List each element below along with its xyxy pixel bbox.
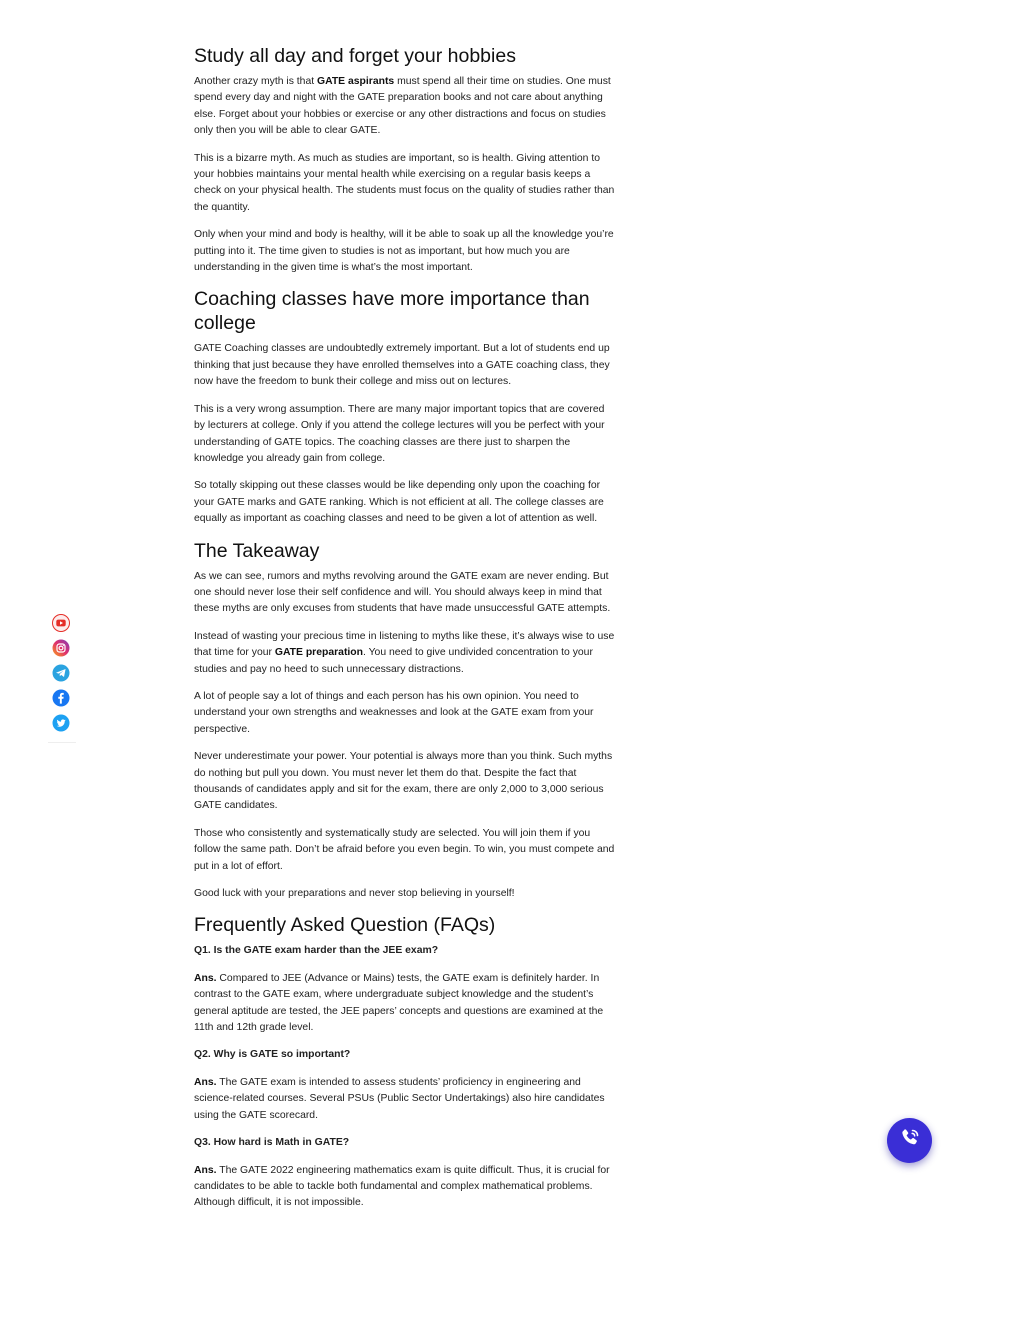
paragraph: So totally skipping out these classes would be like depending only upon the coaching for your GATE marks and GATE ranking. Which is not efficient at all. The college classes are equally as important as coaching classes and need to be given a lot of attention as well.: [194, 480, 604, 525]
call-button[interactable]: [887, 1118, 932, 1163]
social-divider: [48, 742, 76, 743]
section-heading: Coaching classes have more importance than college: [194, 288, 590, 335]
faq-answer: Ans. Compared to JEE (Advance or Mains) tests, the GATE exam is definitely harder. In contrast to the GATE exam, where undergraduate subject knowledge and the student’s general aptitude are tested, the JEE papers’ concepts and questions are examined at the 11th and 12th grade level.: [194, 972, 604, 1034]
paragraph: This is a bizarre myth. As much as studies are important, so is health. Giving attention to your hobbies maintains your mental health while exercising on a regular basis keeps a check on your physical health. The students must focus on the quality of studies rather than the quantity.: [194, 152, 615, 213]
twitter-icon[interactable]: [52, 714, 70, 732]
faq-question: Q3. How hard is Math in GATE?: [194, 1137, 350, 1149]
paragraph: Only when your mind and body is healthy, will it be able to soak up all the knowledge you’re putting into it. The time given to studies is not as important, but how much you are understanding in the given time is what’s the most important.: [194, 229, 614, 274]
section-takeaway: [194, 539, 616, 903]
section-heading: The Takeaway: [194, 539, 320, 562]
telegram-icon[interactable]: [52, 664, 70, 682]
gate-aspirants-link[interactable]: GATE aspirants: [317, 76, 395, 87]
instagram-icon[interactable]: [52, 639, 70, 657]
paragraph: As we can see, rumors and myths revolving around the GATE exam are never ending. But one should never lose their self confidence and will. You should always keep in mind that these myths are only excuses from students that have made unsuccessful GATE attempts.: [194, 570, 611, 615]
article-body: [194, 44, 616, 1223]
section-heading: Study all day and forget your hobbies: [194, 45, 516, 67]
paragraph: Instead of wasting your precious time in listening to myths like these, it’s always wise to use that time for your GATE preparation. You need to give undivided concentration to your studies and pay no heed to such unnecessary distractions.: [194, 630, 615, 675]
faq-question: Q2. Why is GATE so important?: [194, 1049, 351, 1061]
paragraph: Another crazy myth is that GATE aspirants must spend all their time on studies. One must spend every day and night with the GATE preparation books and not care about anything else. Forget about your hobbies or exercise or any other distractions and focus on studies only then you will be able to clear GATE.: [194, 76, 611, 137]
facebook-icon[interactable]: [52, 689, 70, 707]
gate-preparation-link[interactable]: GATE preparation: [274, 647, 363, 659]
youtube-icon[interactable]: [52, 614, 70, 632]
faq-answer: Ans. The GATE exam is intended to assess students’ proficiency in engineering and science-related courses. Several PSUs (Public Sector Undertakings) also hire candidates using the GATE scorecard.: [194, 1076, 605, 1121]
paragraph: This is a very wrong assumption. There are many major important topics that are covered by lecturers at college. Only if you attend the college lectures will you be perfect with your understanding of GATE topics. The coaching classes are there just to sharpen the knowledge you already gain from college.: [194, 403, 605, 464]
section-heading: Frequently Asked Question (FAQs): [194, 914, 496, 937]
section-hobbies: [194, 44, 616, 276]
section-faqs: [194, 913, 616, 1211]
paragraph: A lot of people say a lot of things and each person has his own opinion. You need to understand your own strengths and weaknesses and look at the GATE exam from your perspective.: [194, 690, 594, 735]
paragraph: GATE Coaching classes are undoubtedly extremely important. But a lot of students end up thinking that just because they have enrolled themselves into a GATE coaching class, they now have the freedom to bunk their college and miss out on lectures.: [194, 343, 610, 388]
faq-question: Q1. Is the GATE exam harder than the JEE exam?: [194, 945, 439, 957]
faq-answer: Ans. The GATE 2022 engineering mathematics exam is quite difficult. Thus, it is crucial for candidates to be able to tackle both fundamental and complex mathematical problems. Although difficult, it is not impossible.: [194, 1164, 610, 1209]
section-coaching: [194, 287, 616, 527]
social-share-bar: [52, 614, 74, 743]
paragraph: Never underestimate your power. Your potential is always more than you think. Such myths do nothing but pull you down. You must never let them do that. Despite the fact that thousands of candidates apply and sit for the exam, there are only 2,000 to 3,000 serious GATE candidates.: [194, 751, 613, 812]
paragraph: Those who consistently and systematically study are selected. You will join them if you follow the same path. Don’t be afraid before you even begin. To win, you must compete and put in a lot of effort.: [194, 827, 615, 872]
paragraph: Good luck with your preparations and never stop believing in yourself!: [194, 888, 515, 900]
phone-icon: [898, 1126, 922, 1155]
